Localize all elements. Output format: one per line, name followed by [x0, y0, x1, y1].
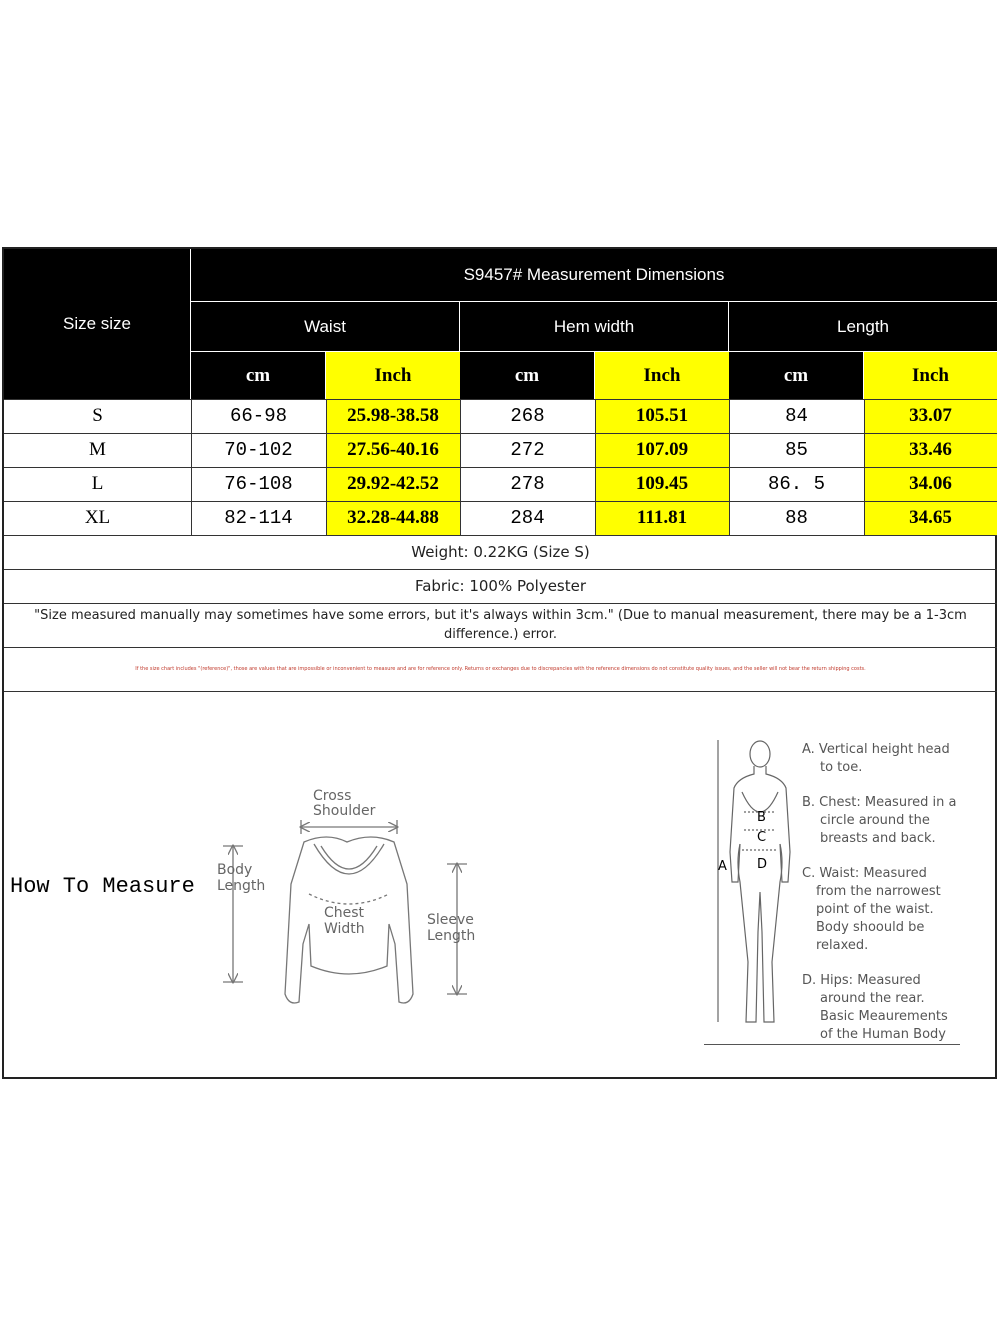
unit-cm-waist: cm	[191, 352, 326, 399]
how-to-measure-title: How To Measure	[10, 874, 195, 899]
table-title-label: S9457# Measurement Dimensions	[463, 265, 725, 284]
group-waist	[191, 302, 460, 352]
table-cell: 268	[510, 405, 545, 427]
table-cell: 107.09	[595, 433, 729, 467]
unit-inch-hem: Inch	[595, 352, 729, 399]
table-cell: 85	[785, 439, 808, 461]
table-cell: 32.28-44.88	[326, 501, 460, 535]
sleeve-length-label: Sleeve	[427, 912, 474, 928]
table-cell: 70-102	[224, 439, 293, 461]
divider	[595, 399, 596, 535]
cross-shoulder-label: Shoulder	[313, 803, 376, 819]
marker-b: B	[757, 810, 766, 825]
divider	[460, 399, 461, 535]
divider	[4, 399, 997, 400]
sleeve-length-label: Length	[427, 928, 476, 944]
marker-c: C	[757, 830, 767, 845]
unit-inch-length: Inch	[864, 352, 997, 399]
body-length-label: Body	[217, 862, 253, 878]
disclaimer-note: "Size measured manually may sometimes have some errors, but it's always within 3cm." (Due to manual measurement, there may be a 1-3cm difference.) error.	[34, 608, 967, 642]
fine-print: If the size chart includes "(reference)", those are values that are impossible or inconvenient to measure and are for reference only. Returns or exchanges due to discrepancies with the reference dimensions do not constitute quality issues, and the seller will not bear the return shipping costs.	[135, 666, 866, 672]
instruction-c: C. Waist: Measured	[802, 866, 927, 881]
marker-a: A	[718, 859, 727, 874]
divider	[729, 399, 730, 535]
table-cell: 76-108	[224, 473, 293, 495]
divider	[4, 501, 997, 502]
divider	[326, 399, 327, 535]
table-cell: 84	[785, 405, 808, 427]
group-length-label: Length	[837, 316, 889, 336]
divider	[191, 399, 192, 535]
table-cell: 86. 5	[767, 473, 825, 495]
cross-shoulder-label: Cross	[313, 788, 352, 804]
weight-note: Weight: 0.22KG (Size S)	[411, 543, 590, 561]
human-body-diagram	[704, 732, 804, 1032]
fine-print-row	[4, 647, 997, 691]
size-cell: M	[89, 439, 106, 460]
unit-cm-length: cm	[729, 352, 864, 399]
body-length-label: Length	[217, 878, 266, 894]
size-header	[4, 249, 191, 399]
group-hem-width	[460, 302, 729, 352]
divider	[704, 1044, 960, 1045]
table-cell: 284	[510, 507, 545, 529]
fabric-note: Fabric: 100% Polyester	[414, 577, 587, 595]
table-cell: 34.06	[864, 467, 997, 501]
table-cell: 33.07	[864, 399, 997, 433]
instruction-a: A. Vertical height head	[802, 742, 950, 757]
table-cell: 111.81	[595, 501, 729, 535]
table-cell: 66-98	[229, 405, 287, 427]
instruction-c: from the narrowest	[816, 884, 941, 899]
size-chart-sheet	[2, 247, 997, 1079]
group-hem-width-label: Hem width	[553, 316, 635, 336]
table-cell: 34.65	[864, 501, 997, 535]
instruction-d: Basic Meaurements	[820, 1009, 948, 1024]
size-cell: S	[92, 405, 103, 426]
size-cell: L	[91, 473, 104, 494]
instruction-c: point of the waist.	[816, 902, 934, 917]
size-cell: XL	[84, 507, 111, 528]
instruction-a: to toe.	[820, 760, 863, 775]
table-cell: 27.56-40.16	[326, 433, 460, 467]
garment-diagram	[209, 784, 489, 1014]
instruction-b: circle around the	[820, 813, 930, 828]
unit-cm-hem: cm	[460, 352, 595, 399]
divider	[4, 433, 997, 434]
instruction-b: breasts and back.	[820, 831, 936, 846]
chest-width-label: Chest	[324, 905, 365, 921]
table-cell: 82-114	[224, 507, 293, 529]
group-length	[729, 302, 997, 352]
unit-inch-waist: Inch	[326, 352, 460, 399]
instruction-d: of the Human Body	[820, 1027, 946, 1042]
divider	[4, 691, 997, 692]
instruction-c: relaxed.	[816, 938, 869, 953]
table-title	[191, 249, 997, 302]
divider	[864, 399, 865, 535]
table-cell: 29.92-42.52	[326, 467, 460, 501]
marker-d: D	[757, 857, 768, 872]
chest-width-label: Width	[324, 921, 365, 937]
table-cell: 33.46	[864, 433, 997, 467]
table-cell: 272	[510, 439, 545, 461]
instruction-c: Body shoould be	[816, 920, 925, 935]
divider	[4, 467, 997, 468]
table-cell: 25.98-38.58	[326, 399, 460, 433]
size-header-label: Size size	[62, 314, 132, 333]
table-cell: 109.45	[595, 467, 729, 501]
table-cell: 278	[510, 473, 545, 495]
group-waist-label: Waist	[304, 316, 346, 336]
table-cell: 105.51	[595, 399, 729, 433]
instruction-b: B. Chest: Measured in a	[802, 795, 957, 810]
table-cell: 88	[785, 507, 808, 529]
instruction-d: D. Hips: Measured	[802, 973, 921, 988]
instruction-d: around the rear.	[820, 991, 925, 1006]
